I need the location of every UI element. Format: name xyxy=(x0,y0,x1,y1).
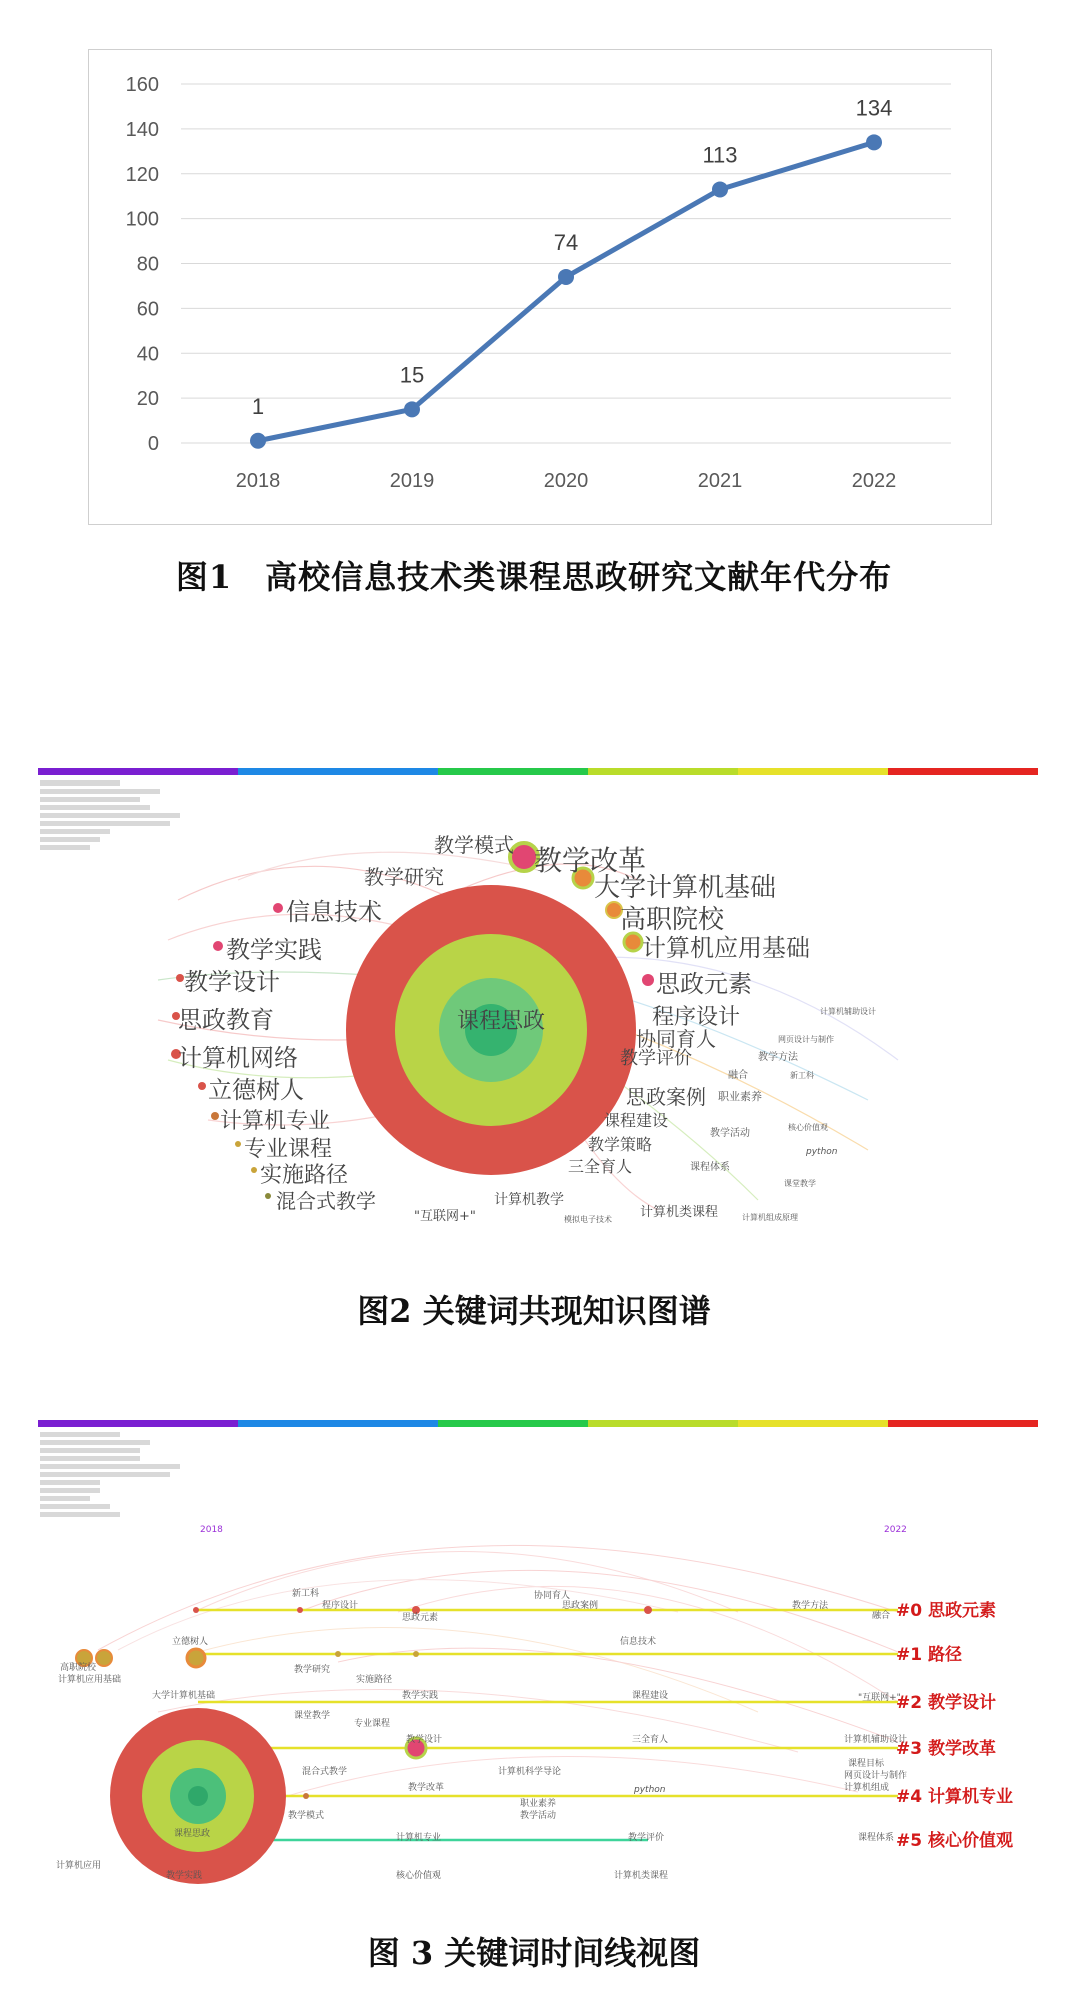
figure3-timeline-view xyxy=(38,1412,1038,1892)
data-point-2021 xyxy=(712,181,728,197)
tl-kw-1: 程序设计 xyxy=(322,1601,359,1611)
kw-14: 计算机网络 xyxy=(178,1044,298,1072)
tl-kw-31: 教学模式 xyxy=(288,1811,325,1821)
kw-18: 专业课程 xyxy=(244,1137,333,1162)
kw-7: 教学实践 xyxy=(226,936,322,964)
small-kw-7: 教学活动 xyxy=(710,1128,750,1139)
small-kw-10: 课堂教学 xyxy=(784,1179,816,1188)
tl-kw-21: 计算机辅助设计 xyxy=(844,1735,908,1745)
tl-kw-30: 教学活动 xyxy=(520,1811,557,1821)
small-kw-5: 职业素养 xyxy=(718,1090,762,1103)
kw-9: 教学设计 xyxy=(184,968,280,996)
tl-kw-19: 教学设计 xyxy=(406,1735,443,1745)
kw-4: 高职院校 xyxy=(620,905,725,935)
tl-kw-10: 计算机应用基础 xyxy=(58,1675,122,1685)
small-kw-2: 教学方法 xyxy=(758,1052,798,1063)
kw-25: "互联网+" xyxy=(414,1209,476,1224)
tl-kw-37: 教学实践 xyxy=(166,1871,203,1881)
timeline-year-start: 2018 xyxy=(200,1525,223,1535)
kw-8: 思政元素 xyxy=(656,970,752,998)
timeline-center-node-core xyxy=(188,1786,208,1806)
cluster-label-3: #3 教学改革 xyxy=(896,1739,996,1759)
small-kw-4: 新工科 xyxy=(790,1071,814,1080)
x-tick-label-2021: 2021 xyxy=(697,470,743,492)
tl-kw-14: 教学实践 xyxy=(402,1691,439,1701)
figure3-cluster-labels xyxy=(896,1600,1013,1851)
figure1-chart-frame xyxy=(88,49,992,525)
tl-kw-26: 计算机组成 xyxy=(844,1783,890,1793)
y-tick-label-40: 40 xyxy=(136,343,159,366)
y-tick-label-120: 120 xyxy=(125,163,159,186)
small-kw-9: 课程体系 xyxy=(690,1162,730,1173)
tl-kw-15: 课程建设 xyxy=(632,1691,669,1701)
tl-kw-39: 计算机类课程 xyxy=(614,1871,669,1881)
tl-kw-25: 网页设计与制作 xyxy=(844,1771,908,1781)
figure1-line-chart xyxy=(89,50,991,524)
small-kw-3: 融合 xyxy=(728,1070,748,1081)
tl-kw-4: 思政案例 xyxy=(562,1601,599,1611)
small-kw-11: 计算机组成原理 xyxy=(742,1213,798,1222)
tl-kw-33: 计算机专业 xyxy=(396,1833,442,1843)
data-label-2021: 113 xyxy=(702,142,738,168)
data-label-2018: 1 xyxy=(251,393,265,419)
figure2-metadata xyxy=(40,780,180,850)
tl-kw-32: 课程思政 xyxy=(174,1829,211,1839)
tl-kw-38: 核心价值观 xyxy=(396,1871,442,1881)
data-point-2022 xyxy=(866,134,882,150)
y-tick-label-60: 60 xyxy=(136,298,159,321)
cluster-label-5: #5 核心价值观 xyxy=(896,1831,1013,1851)
tl-kw-36: 计算机应用 xyxy=(56,1861,102,1871)
kw-16: 思政案例 xyxy=(626,1085,706,1109)
tl-kw-6: 融合 xyxy=(872,1611,891,1621)
data-point-2019 xyxy=(404,401,420,417)
y-tick-label-80: 80 xyxy=(136,253,159,276)
small-kw-0: 计算机辅助设计 xyxy=(820,1007,876,1016)
tl-kw-22: 混合式教学 xyxy=(302,1767,348,1777)
tl-kw-8: 信息技术 xyxy=(620,1637,657,1647)
tl-kw-0: 新工科 xyxy=(292,1589,320,1599)
tl-kw-3: 协同育人 xyxy=(534,1591,571,1601)
small-kw-6: 核心价值观 xyxy=(788,1123,828,1132)
kw-19: 课程建设 xyxy=(604,1111,669,1130)
cluster-label-0: #0 思政元素 xyxy=(896,1601,996,1621)
y-tick-label-160: 160 xyxy=(125,74,159,96)
timeline-year-end: 2022 xyxy=(884,1525,907,1535)
kw-26: 计算机类课程 xyxy=(640,1205,719,1220)
x-tick-label-2020: 2020 xyxy=(543,470,589,492)
x-tick-label-2019: 2019 xyxy=(389,470,435,492)
kw-6: 计算机应用基础 xyxy=(642,934,810,962)
kw-5: 信息技术 xyxy=(286,898,382,926)
kw-1: 教学改革 xyxy=(534,844,647,877)
tl-kw-16: "互联网+" xyxy=(858,1693,901,1703)
x-tick-label-2018: 2018 xyxy=(235,470,281,492)
data-label-2022: 134 xyxy=(855,95,893,121)
kw-3: 教学研究 xyxy=(364,865,444,889)
kw-22: 混合式教学 xyxy=(276,1189,376,1213)
y-tick-label-20: 20 xyxy=(136,388,159,411)
tl-kw-28: python xyxy=(634,1785,666,1795)
tl-kw-7: 立德树人 xyxy=(172,1637,209,1647)
tl-kw-9: 高职院校 xyxy=(60,1663,97,1673)
small-kw-8: python xyxy=(806,1147,838,1157)
tl-kw-5: 教学方法 xyxy=(792,1601,829,1611)
tl-kw-18: 专业课程 xyxy=(354,1719,391,1729)
tl-kw-20: 三全育人 xyxy=(632,1735,669,1745)
kw-10: 程序设计 xyxy=(652,1005,741,1030)
small-kw-12: 模拟电子技术 xyxy=(564,1215,612,1224)
data-point-2018 xyxy=(250,433,266,449)
tl-kw-13: 大学计算机基础 xyxy=(152,1691,216,1701)
tl-kw-23: 计算机科学导论 xyxy=(498,1767,562,1777)
tl-kw-34: 教学评价 xyxy=(628,1833,665,1843)
figure3-caption: 图 3 关键词时间线视图 xyxy=(367,1934,701,1972)
figure2-caption: 图2 关键词共现知识图谱 xyxy=(357,1292,711,1330)
tl-kw-12: 实施路径 xyxy=(356,1675,393,1685)
kw-20: 实施路径 xyxy=(260,1163,349,1188)
kw-23: 三全育人 xyxy=(568,1157,633,1176)
figure2-cooccurrence-map xyxy=(38,760,1038,1250)
y-tick-label-100: 100 xyxy=(125,208,159,231)
kw-0: 教学模式 xyxy=(434,833,514,857)
tl-kw-2: 思政元素 xyxy=(402,1613,439,1623)
tl-kw-24: 课程目标 xyxy=(848,1759,885,1769)
kw-24: 计算机教学 xyxy=(494,1192,564,1208)
small-kw-1: 网页设计与制作 xyxy=(778,1035,834,1044)
data-label-2020: 74 xyxy=(553,229,579,255)
cluster-label-4: #4 计算机专业 xyxy=(896,1787,1013,1807)
center-keyword-label: 课程思政 xyxy=(456,1009,546,1034)
cluster-label-2: #2 教学设计 xyxy=(896,1693,996,1713)
tl-kw-35: 课程体系 xyxy=(858,1833,895,1843)
figure1-caption: 图1 高校信息技术类课程思政研究文献年代分布 xyxy=(175,558,893,596)
kw-12: 思政教育 xyxy=(178,1006,274,1034)
kw-2: 大学计算机基础 xyxy=(594,873,777,903)
x-tick-label-2022: 2022 xyxy=(851,470,897,492)
kw-11: 协同育人 xyxy=(636,1027,716,1051)
figure3-metadata xyxy=(40,1432,180,1517)
data-point-2020 xyxy=(558,269,574,285)
tl-kw-27: 教学改革 xyxy=(408,1783,445,1793)
kw-21: 教学策略 xyxy=(588,1135,653,1154)
tl-kw-11: 教学研究 xyxy=(294,1665,331,1675)
series-line xyxy=(258,142,874,440)
y-tick-label-0: 0 xyxy=(147,433,159,455)
tl-kw-29: 职业素养 xyxy=(520,1799,557,1809)
tl-kw-17: 课堂教学 xyxy=(294,1711,331,1721)
kw-13: 教学评价 xyxy=(620,1048,692,1069)
kw-17: 计算机专业 xyxy=(220,1109,331,1134)
kw-15: 立德树人 xyxy=(208,1076,304,1104)
data-label-2019: 15 xyxy=(399,362,425,388)
cluster-label-1: #1 路径 xyxy=(896,1645,962,1665)
y-tick-label-140: 140 xyxy=(125,118,159,141)
